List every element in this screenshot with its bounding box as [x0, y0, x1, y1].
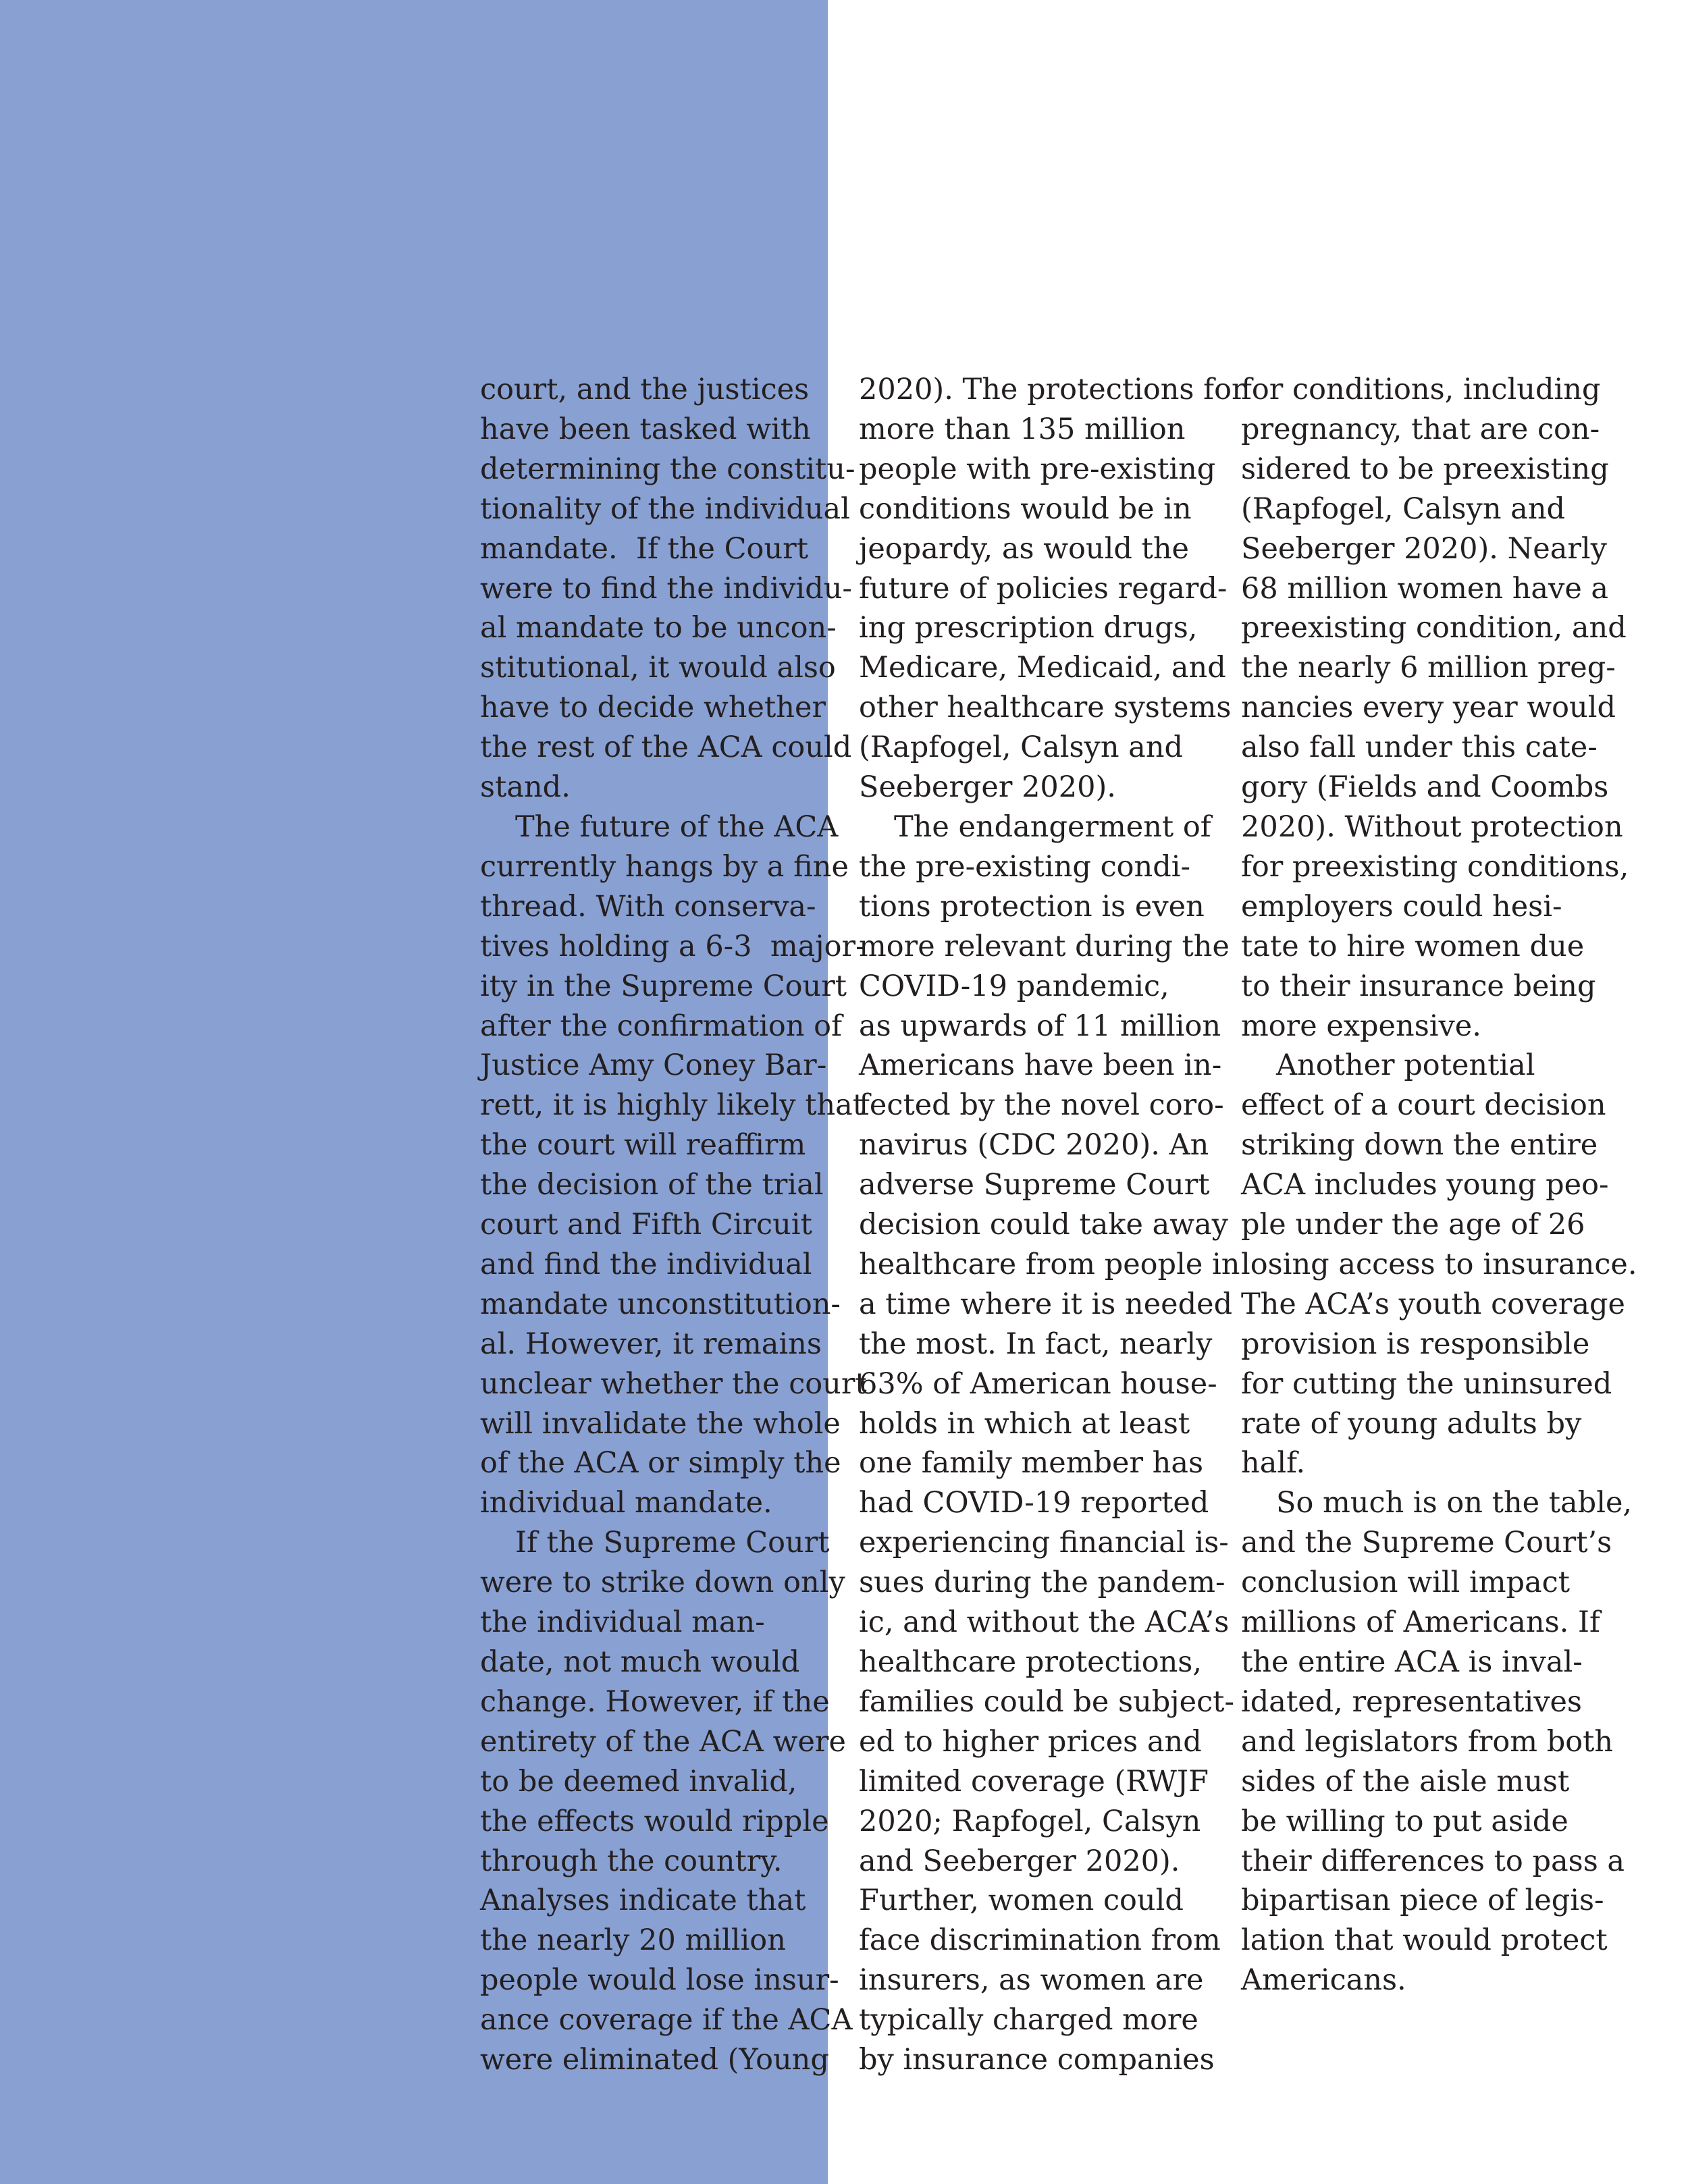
- text-line: through the country.: [480, 1844, 783, 1878]
- text-line: and find the individual: [480, 1247, 812, 1281]
- text-line: the effects would ripple: [480, 1804, 829, 1838]
- text-line: the decision of the trial: [480, 1168, 824, 1202]
- text-line: the individual man-: [480, 1605, 765, 1640]
- text-line: healthcare from people in: [859, 1247, 1240, 1281]
- text-line: 63% of American house-: [859, 1366, 1217, 1401]
- text-line: healthcare protections,: [859, 1645, 1203, 1679]
- text-line: Seeberger 2020).: [859, 770, 1116, 805]
- text-line: as upwards of 11 million: [859, 1009, 1221, 1043]
- text-line: rett, it is highly likely that: [480, 1088, 865, 1123]
- text-line: nancies every year would: [1241, 691, 1616, 725]
- text-line: the pre-existing condi-: [859, 849, 1191, 884]
- text-line: COVID-19 pandemic,: [859, 969, 1169, 1003]
- text-line: Medicare, Medicaid, and: [859, 651, 1226, 685]
- text-line: for cutting the uninsured: [1241, 1366, 1612, 1401]
- text-line: losing access to insurance.: [1241, 1247, 1637, 1281]
- text-line: thread. With conserva-: [480, 889, 816, 924]
- text-line: mandate unconstitution-: [480, 1287, 841, 1321]
- text-line: people with pre-existing: [859, 452, 1216, 486]
- text-line: Americans have been in-: [859, 1048, 1222, 1083]
- text-line: by insurance companies: [859, 2043, 1215, 2077]
- text-line: typically charged more: [859, 2003, 1198, 2037]
- text-line: employers could hesi-: [1241, 889, 1562, 924]
- text-line: conclusion will impact: [1241, 1566, 1571, 1600]
- text-line: provision is responsible: [1241, 1327, 1590, 1361]
- text-line: al mandate to be uncon-: [480, 611, 837, 645]
- text-line: also fall under this cate-: [1241, 730, 1598, 765]
- text-line: after the confirmation of: [480, 1009, 842, 1043]
- text-line: al. However, it remains: [480, 1327, 822, 1361]
- text-line: conditions would be in: [859, 491, 1192, 526]
- text-line: ple under the age of 26: [1241, 1208, 1585, 1242]
- text-line: determining the constitu-: [480, 452, 855, 486]
- text-line: were to strike down only: [480, 1566, 845, 1600]
- text-line: Americans.: [1241, 1963, 1406, 1998]
- text-line: families could be subject-: [859, 1684, 1234, 1719]
- text-line: to be deemed invalid,: [480, 1764, 797, 1799]
- text-line: insurers, as women are: [859, 1963, 1204, 1998]
- text-line: Seeberger 2020). Nearly: [1241, 531, 1607, 566]
- text-line: holds in which at least: [859, 1406, 1190, 1441]
- text-line: sidered to be preexisting: [1241, 452, 1609, 486]
- text-line: 2020; Rapfogel, Calsyn: [859, 1804, 1201, 1838]
- text-line: 2020). Without protection: [1241, 809, 1623, 844]
- text-line: future of policies regard-: [859, 571, 1228, 606]
- text-line: (Rapfogel, Calsyn and: [1241, 491, 1566, 526]
- text-line: striking down the entire: [1241, 1128, 1598, 1163]
- text-line: the court will reaffirm: [480, 1128, 806, 1163]
- text-line: face discrimination from: [859, 1923, 1221, 1958]
- text-line: more relevant during the: [859, 929, 1230, 963]
- text-line: pregnancy, that are con-: [1241, 412, 1600, 446]
- text-column-2: [859, 370, 1246, 2080]
- text-line: tionality of the individual: [480, 491, 850, 526]
- paragraph-start-line: Another potential: [1276, 1048, 1535, 1083]
- text-line: idated, representatives: [1241, 1684, 1582, 1719]
- text-line: the nearly 20 million: [480, 1923, 786, 1958]
- text-line: sides of the aisle must: [1241, 1764, 1570, 1799]
- text-line: half.: [1241, 1446, 1306, 1481]
- text-line: have to decide whether: [480, 691, 826, 725]
- text-line: navirus (CDC 2020). An: [859, 1128, 1209, 1163]
- text-line: for conditions, including: [1241, 373, 1601, 406]
- text-line: one family member has: [859, 1446, 1204, 1481]
- text-line: ic, and without the ACA’s: [859, 1605, 1230, 1640]
- text-line: The ACA’s youth coverage: [1241, 1287, 1625, 1321]
- text-line: fected by the novel coro-: [859, 1088, 1224, 1123]
- text-line: bipartisan piece of legis-: [1241, 1884, 1604, 1918]
- text-line: gory (Fields and Coombs: [1241, 770, 1609, 805]
- text-line: court and Fifth Circuit: [480, 1208, 812, 1242]
- text-line: decision could take away: [859, 1208, 1228, 1242]
- text-line: currently hangs by a fine: [480, 849, 849, 884]
- text-line: sues during the pandem-: [859, 1566, 1225, 1600]
- text-line: ance coverage if the ACA: [480, 2003, 853, 2037]
- text-line: rate of young adults by: [1241, 1406, 1582, 1441]
- text-line: and legislators from both: [1241, 1724, 1614, 1759]
- text-line: to their insurance being: [1241, 969, 1596, 1003]
- text-line: adverse Supreme Court: [859, 1168, 1210, 1202]
- paragraph-start-line: So much is on the table,: [1276, 1486, 1633, 1520]
- text-line: ed to higher prices and: [859, 1724, 1202, 1759]
- text-line: other healthcare systems: [859, 691, 1232, 725]
- text-line: tions protection is even: [859, 889, 1205, 924]
- text-line: ACA includes young peo-: [1241, 1168, 1609, 1202]
- text-line: had COVID-19 reported: [859, 1486, 1209, 1520]
- text-line: limited coverage (RWJF: [859, 1764, 1209, 1799]
- text-line: people would lose insur-: [480, 1963, 839, 1998]
- text-line: 2020). The protections for: [859, 373, 1246, 406]
- text-line: Analyses indicate that: [480, 1884, 806, 1918]
- text-line: Justice Amy Coney Bar-: [480, 1048, 827, 1083]
- text-line: tives holding a 6-3 major-: [480, 929, 866, 963]
- text-line: a time where it is needed: [859, 1287, 1233, 1321]
- text-line: millions of Americans. If: [1241, 1605, 1600, 1640]
- paragraph-start-line: The endangerment of: [894, 809, 1211, 844]
- text-line: were eliminated (Young: [480, 2043, 829, 2077]
- text-line: (Rapfogel, Calsyn and: [859, 730, 1184, 765]
- text-line: Further, women could: [859, 1884, 1184, 1918]
- text-line: preexisting condition, and: [1241, 611, 1627, 645]
- text-line: the rest of the ACA could: [480, 730, 852, 765]
- text-line: jeopardy, as would the: [859, 531, 1189, 566]
- text-line: effect of a court decision: [1241, 1088, 1606, 1123]
- text-line: and the Supreme Court’s: [1241, 1526, 1612, 1560]
- text-line: the nearly 6 million preg-: [1241, 651, 1616, 685]
- text-line: more than 135 million: [859, 412, 1186, 446]
- text-line: have been tasked with: [480, 412, 811, 446]
- text-line: entirety of the ACA were: [480, 1724, 846, 1759]
- text-line: ing prescription drugs,: [859, 611, 1198, 645]
- text-line: the most. In fact, nearly: [859, 1327, 1213, 1361]
- text-line: date, not much would: [480, 1645, 800, 1679]
- text-line: individual mandate.: [480, 1486, 772, 1520]
- text-line: the entire ACA is inval-: [1241, 1645, 1583, 1679]
- text-column-3: [1241, 370, 1637, 2000]
- text-line: ity in the Supreme Court: [480, 969, 847, 1003]
- text-line: stand.: [480, 770, 571, 805]
- text-line: be willing to put aside: [1241, 1804, 1568, 1838]
- text-line: 68 million women have a: [1241, 571, 1609, 606]
- paragraph-start-line: If the Supreme Court: [515, 1526, 830, 1560]
- text-line: of the ACA or simply the: [480, 1446, 841, 1481]
- text-line: for preexisting conditions,: [1241, 849, 1629, 884]
- text-line: stitutional, it would also: [480, 651, 836, 685]
- text-line: and Seeberger 2020).: [859, 1844, 1180, 1878]
- paragraph-start-line: The future of the ACA: [515, 809, 839, 844]
- text-line: were to find the individu-: [480, 571, 852, 606]
- text-column-1: [480, 370, 867, 2080]
- text-line: more expensive.: [1241, 1009, 1481, 1043]
- text-line: change. However, if the: [480, 1684, 830, 1719]
- text-line: unclear whether the court: [480, 1366, 867, 1401]
- text-line: lation that would protect: [1241, 1923, 1608, 1958]
- text-line: experiencing financial is-: [859, 1526, 1229, 1560]
- text-line: tate to hire women due: [1241, 929, 1585, 963]
- text-line: will invalidate the whole: [480, 1406, 841, 1441]
- text-line: their differences to pass a: [1241, 1844, 1625, 1878]
- text-line: court, and the justices: [480, 373, 810, 406]
- text-line: mandate. If the Court: [480, 531, 808, 566]
